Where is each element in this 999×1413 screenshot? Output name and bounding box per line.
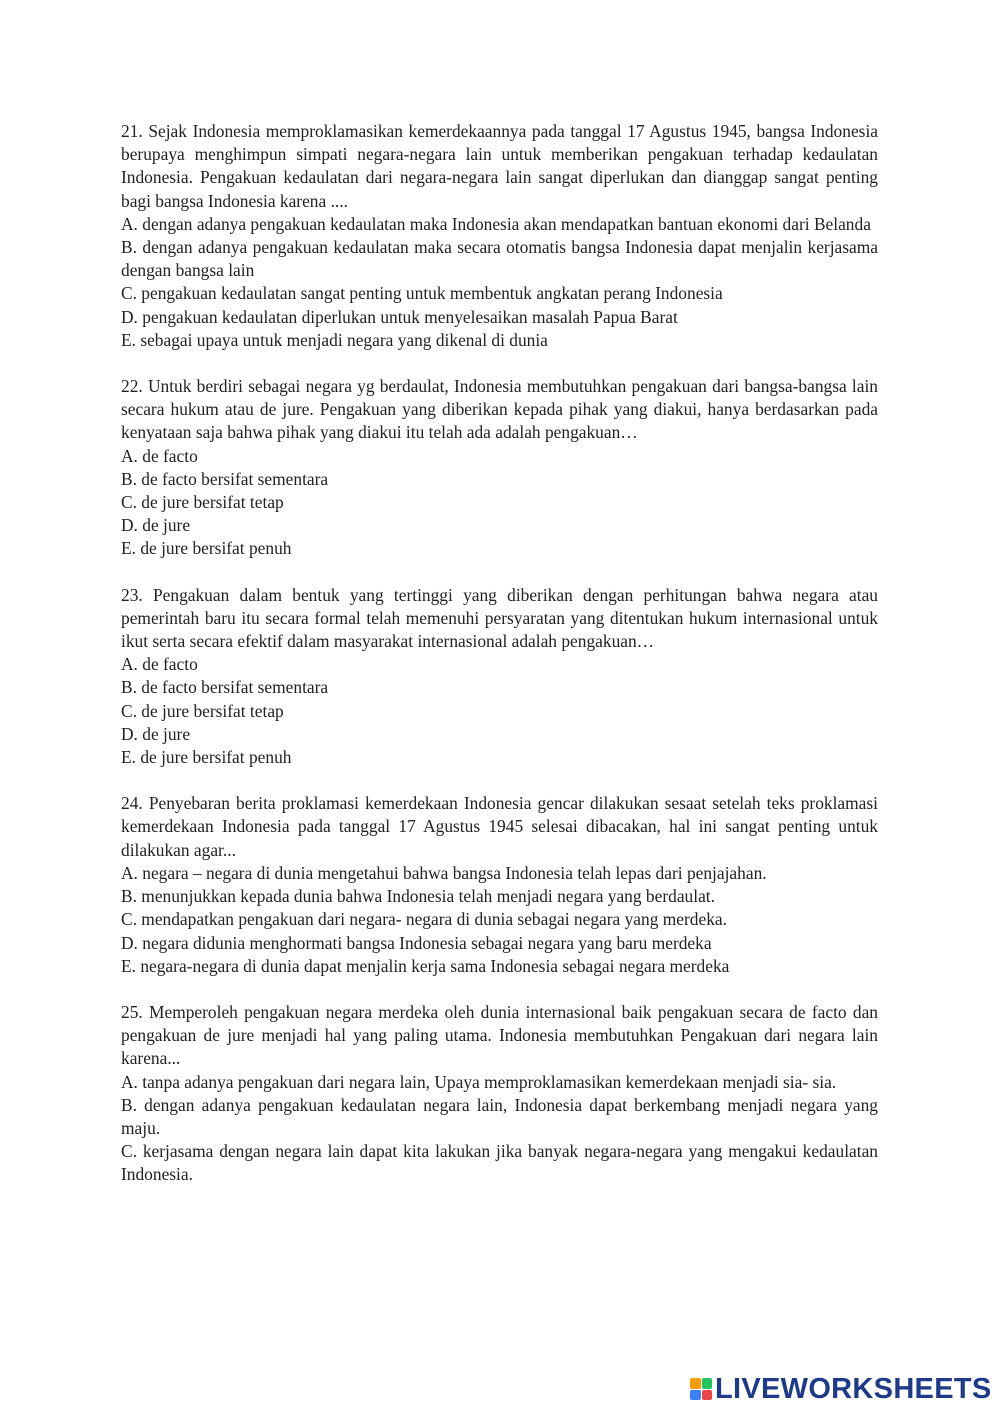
liveworksheets-logo-icon [690, 1378, 712, 1400]
question-21 [121, 120, 878, 352]
option-a[interactable]: A. de facto [121, 654, 198, 675]
option-e[interactable]: E. sebagai upaya untuk menjadi negara yang dikenal di dunia [121, 329, 548, 350]
logo-square-icon [702, 1378, 713, 1389]
option-c[interactable]: C. mendapatkan pengakuan dari negara- negara di dunia sebagai negara yang merdeka. [121, 909, 727, 930]
logo-square-icon [690, 1378, 701, 1389]
option-a[interactable]: A. tanpa adanya pengakuan dari negara lain, Upaya memproklamasikan kemerdekaan menjadi sia- sia. [121, 1071, 837, 1092]
worksheet-page [121, 120, 878, 1210]
option-d[interactable]: D. pengakuan kedaulatan diperlukan untuk menyelesaikan masalah Papua Barat [121, 306, 678, 327]
option-d[interactable]: D. de jure [121, 515, 191, 536]
option-b[interactable]: B. de facto bersifat sementara [121, 468, 329, 489]
question-stem: 24. Penyebaran berita proklamasi kemerdekaan Indonesia gencar dilakukan sesaat setelah teks proklamasi kemerdekaan Indonesia pada tanggal 17 Agustus 1945 selesai dibacakan, hal ini sangat penting untuk dilakukan agar... [121, 793, 878, 860]
logo-square-icon [690, 1390, 701, 1401]
question-23 [121, 584, 878, 770]
question-stem: 22. Untuk berdiri sebagai negara yg berdaulat, Indonesia membutuhkan pengakuan dari bangsa-bangsa lain secara hukum atau de jure. Pengakuan yang diberikan kepada pihak yang diakui, hanya berdasarkan pada kenyataan saja bahwa pihak yang diakui itu telah ada adalah pengakuan… [121, 376, 878, 443]
option-d[interactable]: D. negara didunia menghormati bangsa Indonesia sebagai negara yang baru merdeka [121, 932, 712, 953]
option-d[interactable]: D. de jure [121, 723, 191, 744]
option-e[interactable]: E. negara-negara di dunia dapat menjalin kerja sama Indonesia sebagai negara merdeka [121, 955, 730, 976]
liveworksheets-logo [690, 1374, 992, 1404]
option-c[interactable]: C. pengakuan kedaulatan sangat penting untuk membentuk angkatan perang Indonesia [121, 283, 723, 304]
question-stem: 25. Memperoleh pengakuan negara merdeka oleh dunia internasional baik pengakuan secara de facto dan pengakuan de jure menjadi hal yang paling utama. Indonesia membutuhkan Pengakuan dari negara lain karena... [121, 1001, 878, 1069]
option-a[interactable]: A. dengan adanya pengakuan kedaulatan maka Indonesia akan mendapatkan bantuan ekonomi dari Belanda [121, 213, 871, 234]
option-b[interactable]: B. menunjukkan kepada dunia bahwa Indonesia telah menjadi negara yang berdaulat. [121, 886, 715, 907]
question-25 [121, 1001, 878, 1187]
option-b[interactable]: B. dengan adanya pengakuan kedaulatan negara lain, Indonesia dapat berkembang menjadi negara yang maju. [121, 1094, 878, 1138]
question-22 [121, 375, 878, 561]
option-b[interactable]: B. de facto bersifat sementara [121, 677, 329, 698]
question-24 [121, 792, 878, 978]
option-c[interactable]: C. de jure bersifat tetap [121, 492, 284, 513]
option-e[interactable]: E. de jure bersifat penuh [121, 538, 292, 559]
option-b[interactable]: B. dengan adanya pengakuan kedaulatan maka secara otomatis bangsa Indonesia dapat menjalin kerjasama dengan bangsa lain [121, 237, 878, 281]
question-stem: 23. Pengakuan dalam bentuk yang tertinggi yang diberikan dengan perhitungan bahwa negara atau pemerintah baru itu secara formal telah memenuhi persyaratan yang ditentukan hukum internasional untuk ikut serta secara efektif dalam masyarakat internasional adalah pengakuan… [121, 584, 878, 652]
logo-square-icon [702, 1390, 713, 1401]
option-a[interactable]: A. de facto [121, 445, 198, 466]
option-e[interactable]: E. de jure bersifat penuh [121, 747, 292, 768]
liveworksheets-logo-text: LIVEWORKSHEETS [715, 1373, 992, 1405]
question-stem: 21. Sejak Indonesia memproklamasikan kemerdekaannya pada tanggal 17 Agustus 1945, bangsa Indonesia berupaya menghimpun simpati negara-negara lain untuk memberikan pengakuan terhadap kedaulatan Indonesia. Pengakuan kedaulatan dari negara-negara lain sangat diperlukan dan dianggap sangat penting bagi bangsa Indonesia karena .... [121, 121, 878, 211]
option-c[interactable]: C. de jure bersifat tetap [121, 700, 284, 721]
option-c[interactable]: C. kerjasama dengan negara lain dapat kita lakukan jika banyak negara-negara yang mengakui kedaulatan Indonesia. [121, 1141, 878, 1185]
option-a[interactable]: A. negara – negara di dunia mengetahui bahwa bangsa Indonesia telah lepas dari penjajahan. [121, 862, 767, 883]
